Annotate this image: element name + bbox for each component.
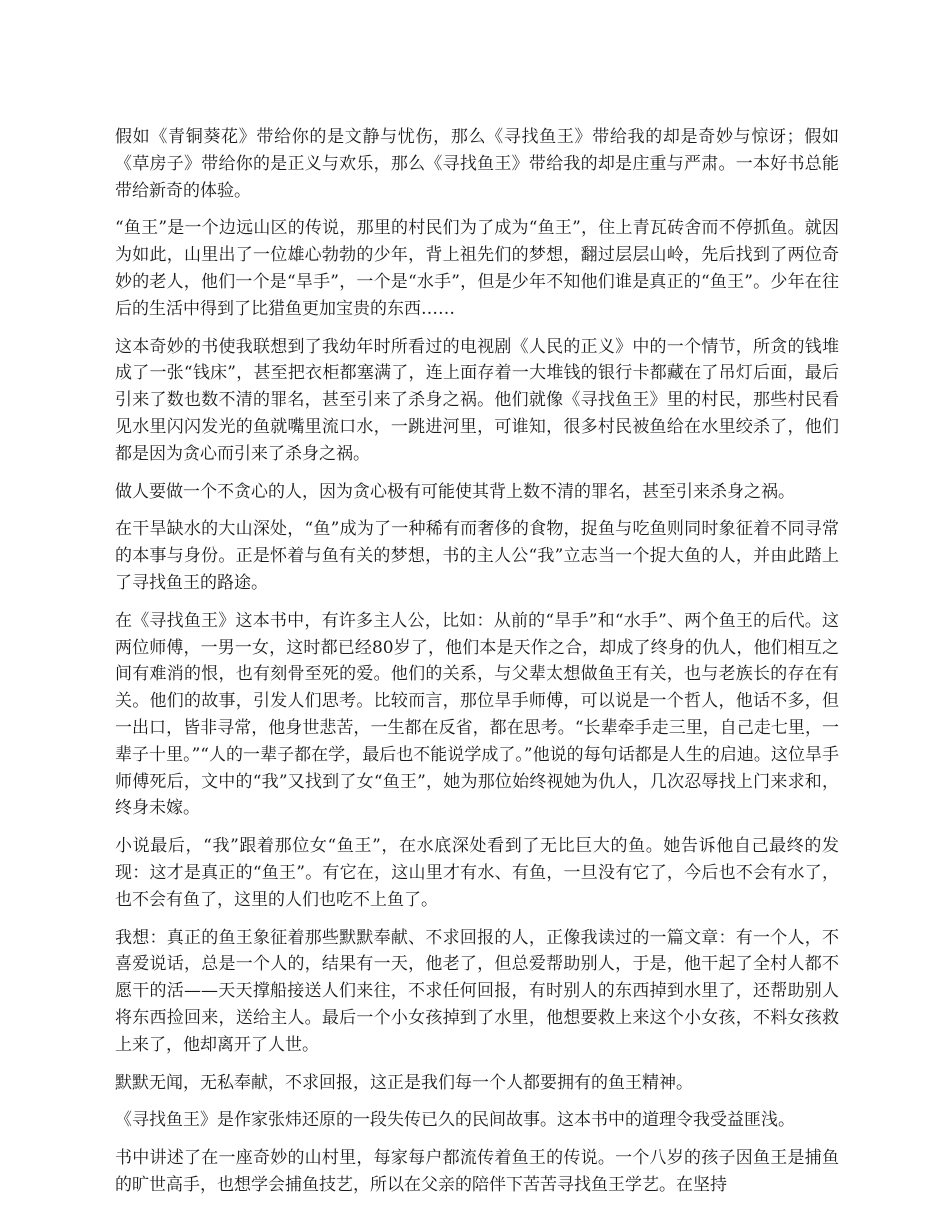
paragraph: 假如《青铜葵花》带给你的是文静与忧伤，那么《寻找鱼王》带给我的却是奇妙与惊讶；假如《草房子》带给你的是正义与欢乐，那么《寻找鱼王》带给我的却是庄重与严肃。一本好书总能带给新奇的体验。 <box>115 127 839 201</box>
paragraph: 默默无闻，无私奉献，不求回报，这正是我们每一个人都要拥有的鱼王精神。 <box>115 1072 693 1093</box>
paragraph: 《寻找鱼王》是作家张炜还原的一段失传已久的民间故事。这本书中的道理令我受益匪浅。 <box>115 1110 795 1131</box>
paragraph: 小说最后，“我”跟着那位女“鱼王”，在水底深处看到了无比巨大的鱼。她告诉他自己最终的发现：这才是真正的“鱼王”。有它在，这山里才有水、有鱼，一旦没有它了，今后也不会有水了，也不会有鱼了，这里的人们也吃不上鱼了。 <box>115 836 839 910</box>
paragraph: 这本奇妙的书使我联想到了我幼年时所看过的电视剧《人民的正义》中的一个情节，所贪的钱堆成了一张“钱床”，甚至把衣柜都塞满了，连上面存着一大堆钱的银行卡都藏在了吊灯后面，最后引来了数也数不清的罪名，甚至引来了杀身之祸。他们就像《寻找鱼王》里的村民，那些村民看见水里闪闪发光的鱼就嘴里流口水，一跳进河里，可谁知，很多村民被鱼给在水里绞杀了，他们都是因为贪心而引来了杀身之祸。 <box>115 336 839 464</box>
paragraph: 做人要做一个不贪心的人，因为贪心极有可能使其背上数不清的罪名，甚至引来杀身之祸。 <box>115 481 795 502</box>
paragraph: 我想：真正的鱼王象征着那些默默奉献、不求回报的人，正像我读过的一篇文章：有一个人，不喜爱说话，总是一个人的，结果有一天，他老了，但总爱帮助别人，于是，他干起了全村人都不愿干的活——天天撑船接送人们来往，不求任何回报，有时别人的东西掉到水里了，还帮助别人将东西捡回来，送给主人。最后一个小女孩掉到了水里，他想要救上来这个小女孩，不料女孩救上来了，他却离开了人世。 <box>115 927 839 1055</box>
paragraph: 书中讲述了在一座奇妙的山村里，每家每户都流传着鱼王的传说。一个八岁的孩子因鱼王是捕鱼的旷世高手，也想学会捕鱼技艺，所以在父亲的陪伴下苦苦寻找鱼王学艺。在坚持 <box>115 1148 839 1195</box>
paragraph: 在《寻找鱼王》这本书中，有许多主人公，比如：从前的“旱手”和“水手”、两个鱼王的后代。这两位师傅，一男一女，这时都已经80岁了，他们本是天作之合，却成了终身的仇人，他们相互之间有难消的恨，也有刻骨至死的爱。他们的关系，与父辈太想做鱼王有关，也与老族长的存在有关。他们的故事，引发人们思考。比较而言，那位旱手师傅，可以说是一个哲人，他话不多，但一出口，皆非寻常，他身世悲苦，一生都在反省，都在思考。“长辈牵手走三里，自己走七里，一辈子十里。”“人的一辈子都在学，最后也不能说学成了。”他说的每句话都是人生的启迪。这位旱手师傅死后，文中的“我”又找到了女“鱼王”，她为那位始终视她为仇人，几次忍辱找上门来求和，终身未嫁。 <box>115 610 839 819</box>
paragraph: 在干旱缺水的大山深处，“鱼”成为了一种稀有而奢侈的食物，捉鱼与吃鱼则同时象征着不同寻常的本事与身份。正是怀着与鱼有关的梦想，书的主人公“我”立志当一个捉大鱼的人，并由此踏上了寻找鱼王的路途。 <box>115 519 839 593</box>
paragraph: “鱼王”是一个边远山区的传说，那里的村民们为了成为“鱼王”，住上青瓦砖舍而不停抓鱼。就因为如此，山里出了一位雄心勃勃的少年，背上祖先们的梦想，翻过层层山岭，先后找到了两位奇妙的老人，他们一个是“旱手”，一个是“水手”，但是少年不知他们谁是真正的“鱼王”。少年在往后的生活中得到了比猎鱼更加宝贵的东西…… <box>115 218 839 319</box>
document-body <box>115 124 839 1210</box>
